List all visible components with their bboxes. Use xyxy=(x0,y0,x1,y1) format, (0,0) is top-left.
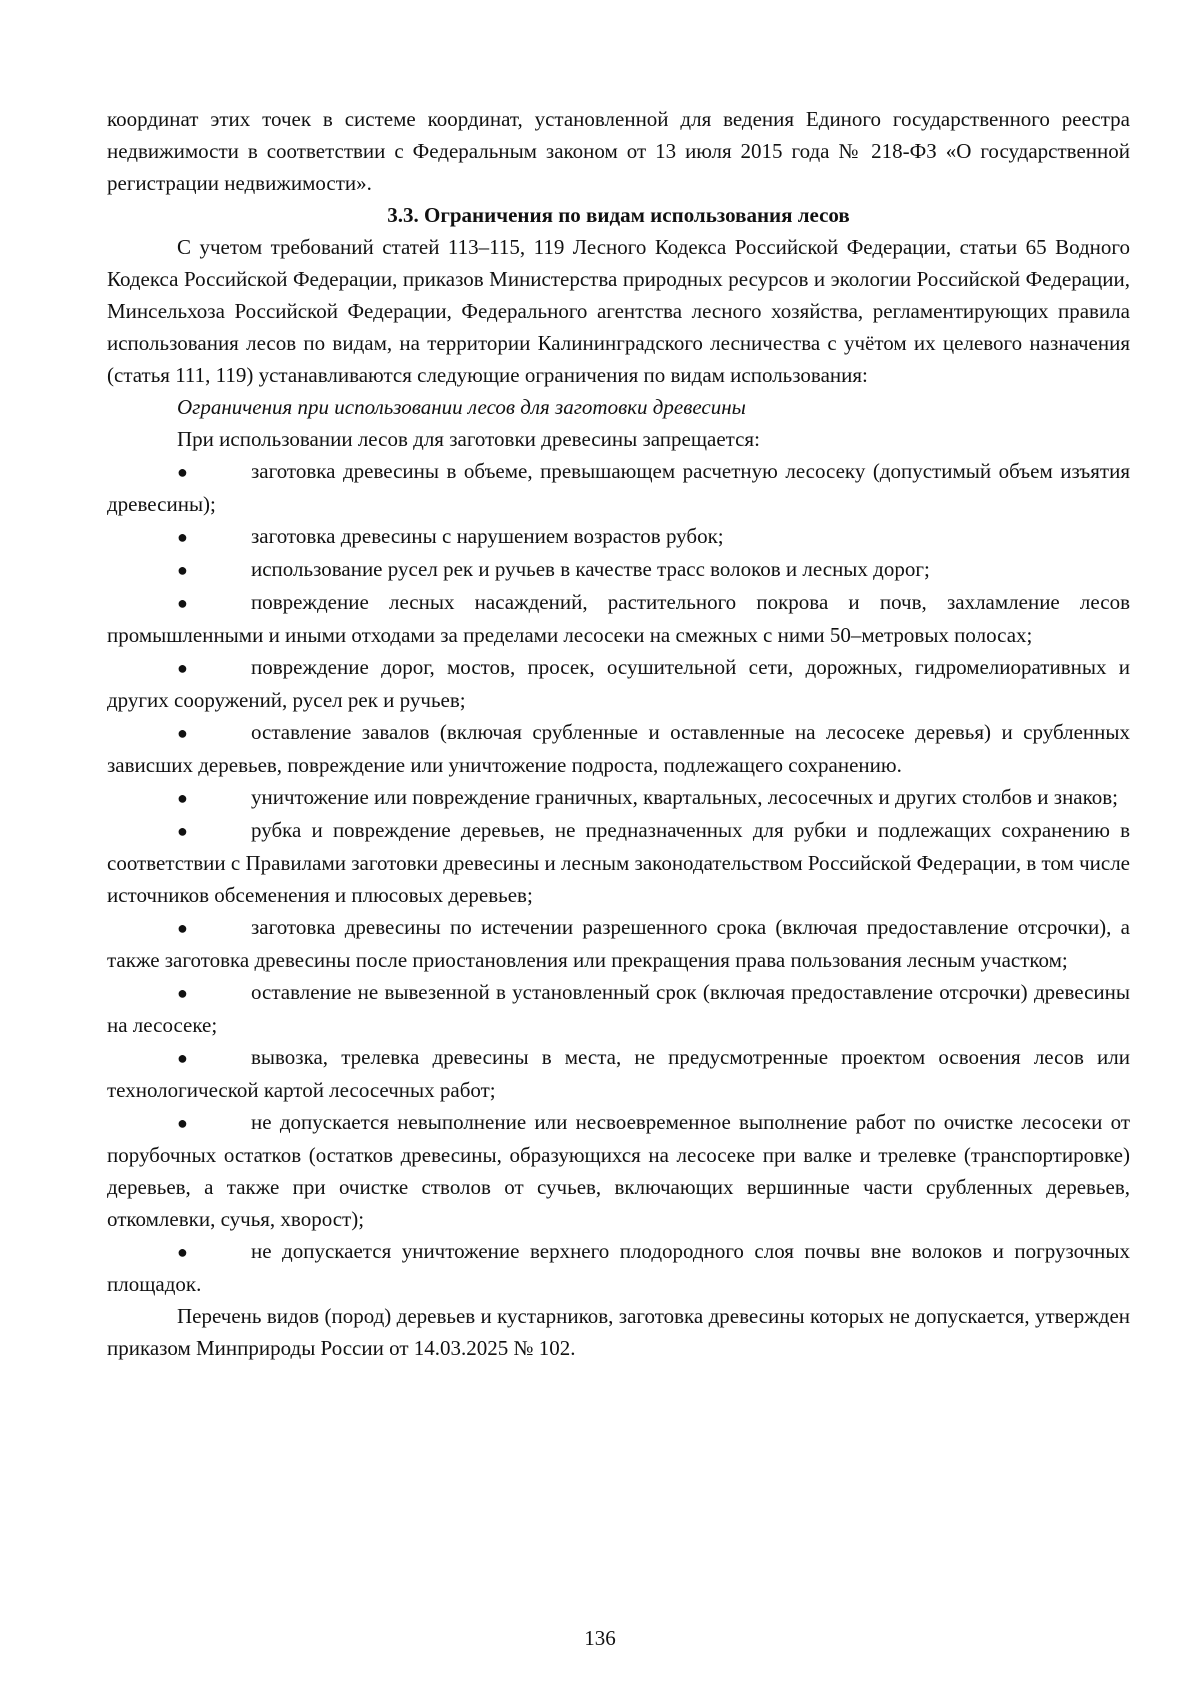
bullet-icon: ● xyxy=(177,560,188,580)
list-item xyxy=(107,814,1130,911)
bullet-icon: ● xyxy=(177,658,188,678)
bullet-icon: ● xyxy=(177,821,188,841)
bullet-icon: ● xyxy=(177,1048,188,1068)
list-item xyxy=(107,520,1130,553)
section-heading: 3.3. Ограничения по видам использования лесов xyxy=(387,203,850,227)
list-item-text: заготовка древесины с нарушением возрастов рубок; xyxy=(251,524,724,548)
list-item-text: повреждение лесных насаждений, растительного покрова и почв, захламление лесов промышленными и иными отходами за пределами лесосеки на смежных с ними 50–метровых полосах; xyxy=(107,590,1130,647)
list-item-text: уничтожение или повреждение граничных, квартальных, лесосечных и других столбов и знаков; xyxy=(251,785,1119,809)
closing-paragraph: Перечень видов (пород) деревьев и кустарников, заготовка древесины которых не допускается, утвержден приказом Минприроды России от 14.03.2025 № 102. xyxy=(107,1304,1130,1360)
intro-paragraph: координат этих точек в системе координат, установленной для ведения Единого государственного реестра недвижимости в соответствии с Федеральным законом от 13 июля 2015 года № 218-ФЗ «О государственной регистрации недвижимости». xyxy=(107,107,1130,195)
paragraph-1: С учетом требований статей 113–115, 119 Лесного Кодекса Российской Федерации, статьи 65 Водного Кодекса Российской Федерации, приказов Министерства природных ресурсов и экологии Российской Федерации, Минсельхоза Российской Федерации, Федерального агентства лесного хозяйства, регламентирующих правила использования лесов по видам, на территории Калининградского лесничества с учётом их целевого назначения (статья 111, 119) устанавливаются следующие ограничения по видам использования: xyxy=(107,235,1130,387)
list-item-text: заготовка древесины по истечении разрешенного срока (включая предоставление отсрочки), а также заготовка древесины после приостановления или прекращения права пользования лесным участком; xyxy=(107,915,1130,972)
bullet-icon: ● xyxy=(177,723,188,743)
list-item xyxy=(107,586,1130,651)
list-item xyxy=(107,1106,1130,1235)
bullet-icon: ● xyxy=(177,593,188,613)
list-item-text: не допускается невыполнение или несвоевременное выполнение работ по очистке лесосеки от порубочных остатков (остатков древесины, образующихся на лесосеке при валке и трелевке (транспортировке) деревьев, а также при очистке стволов от сучьев, включающих вершинные части срубленных деревьев, откомлевки, сучья, хворост); xyxy=(107,1110,1130,1231)
list-item-text: использование русел рек и ручьев в качестве трасс волоков и лесных дорог; xyxy=(251,557,930,581)
list-item xyxy=(107,781,1130,814)
list-item-text: вывозка, трелевка древесины в места, не предусмотренные проектом освоения лесов или технологической картой лесосечных работ; xyxy=(107,1045,1130,1102)
page-content xyxy=(107,103,1130,1364)
bullet-icon: ● xyxy=(177,983,188,1003)
bullet-icon: ● xyxy=(177,1242,188,1262)
list-item-text: не допускается уничтожение верхнего плодородного слоя почвы вне волоков и погрузочных площадок. xyxy=(107,1239,1130,1296)
list-item xyxy=(107,716,1130,781)
list-item xyxy=(107,1235,1130,1300)
list-intro: При использовании лесов для заготовки древесины запрещается: xyxy=(177,427,760,451)
subheading: Ограничения при использовании лесов для заготовки древесины xyxy=(177,395,746,419)
bullet-icon: ● xyxy=(177,462,188,482)
bullet-icon: ● xyxy=(177,1113,188,1133)
restrictions-list xyxy=(107,455,1130,1300)
list-item-text: рубка и повреждение деревьев, не предназначенных для рубки и подлежащих сохранению в соответствии с Правилами заготовки древесины и лесным законодательством Российской Федерации, в том числе источников обсеменения и плюсовых деревьев; xyxy=(107,818,1130,907)
bullet-icon: ● xyxy=(177,788,188,808)
bullet-icon: ● xyxy=(177,527,188,547)
list-item-text: повреждение дорог, мостов, просек, осушительной сети, дорожных, гидромелиоративных и других сооружений, русел рек и ручьев; xyxy=(107,655,1130,712)
list-item xyxy=(107,976,1130,1041)
page-number: 136 xyxy=(584,1626,616,1650)
list-item-text: заготовка древесины в объеме, превышающем расчетную лесосеку (допустимый объем изъятия древесины); xyxy=(107,459,1130,516)
list-item-text: оставление не вывезенной в установленный срок (включая предоставление отсрочки) древесины на лесосеке; xyxy=(107,980,1130,1037)
list-item xyxy=(107,1041,1130,1106)
list-item-text: оставление завалов (включая срубленные и оставленные на лесосеке деревья) и срубленных зависших деревьев, повреждение или уничтожение подроста, подлежащего сохранению. xyxy=(107,720,1130,777)
list-item xyxy=(107,911,1130,976)
bullet-icon: ● xyxy=(177,918,188,938)
list-item xyxy=(107,553,1130,586)
list-item xyxy=(107,455,1130,520)
list-item xyxy=(107,651,1130,716)
